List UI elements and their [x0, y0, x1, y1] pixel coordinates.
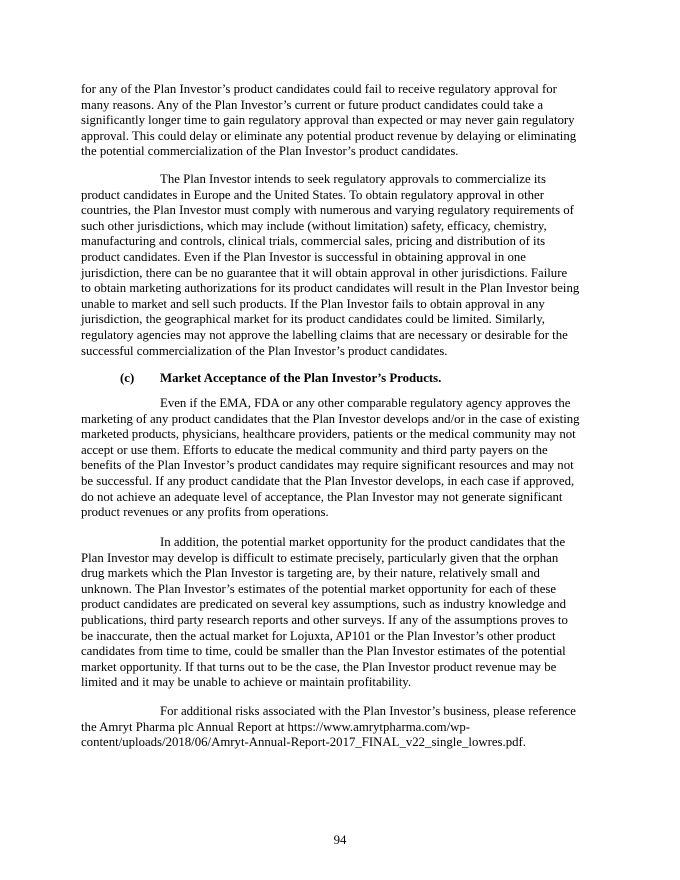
- text-line: Even if the EMA, FDA or any other comparable regulatory agency approves the: [160, 396, 571, 410]
- text-line: For additional risks associated with the Plan Investor’s business, please reference: [160, 704, 576, 718]
- text-line: for any of the Plan Investor’s product candidates could fail to receive regulatory approval for: [81, 82, 557, 96]
- text-line: unknown. The Plan Investor’s estimates of the potential market opportunity for each of these: [81, 581, 557, 596]
- text-line: manufacturing and controls, clinical trials, commercial sales, pricing and distribution of its: [81, 234, 546, 249]
- section-heading: [120, 370, 441, 386]
- text-line: countries, the Plan Investor must comply with numerous and varying regulatory requirements of: [81, 203, 574, 218]
- text-line: marketing of any product candidates that the Plan Investor develops and/or in the case of existing: [81, 411, 580, 426]
- text-line: successful commercialization of the Plan Investor’s product candidates.: [81, 343, 448, 358]
- text-line: In addition, the potential market opportunity for the product candidates that the: [160, 535, 566, 549]
- text-line: the potential commercialization of the Plan Investor’s product candidates.: [81, 144, 459, 159]
- text-line: drug markets which the Plan Investor is targeting are, by their nature, relatively small and: [81, 566, 540, 581]
- text-line: candidates from time to time, could be smaller than the Plan Investor estimates of the potential: [81, 644, 566, 659]
- text-line: product candidates. Even if the Plan Investor is successful in obtaining approval in one: [81, 249, 526, 264]
- text-line: The Plan Investor intends to seek regulatory approvals to commercialize its: [160, 172, 546, 186]
- text-line: limited and it may be unable to achieve or maintain profitability.: [81, 675, 412, 690]
- paragraph-2: [81, 172, 605, 359]
- text-line: many reasons. Any of the Plan Investor’s current or future product candidates could take a: [81, 97, 544, 112]
- text-line: market opportunity. If that turns out to be the case, the Plan Investor product revenue may be: [81, 659, 557, 674]
- text-line: benefits of the Plan Investor’s product candidates may require significant resources and may not: [81, 458, 574, 473]
- text-line: content/uploads/2018/06/Amryt-Annual-Report-2017_FINAL_v22_single_lowres.pdf.: [81, 735, 526, 750]
- text-line: such other jurisdictions, which may include (without limitation) safety, efficacy, chemistry,: [81, 218, 547, 233]
- section-title: Market Acceptance of the Plan Investor’s Products.: [160, 371, 442, 385]
- text-line: be inaccurate, then the actual market for Lojuxta, AP101 or the Plan Investor’s other product: [81, 628, 556, 643]
- text-line: approval. This could delay or eliminate any potential product revenue by delaying or eliminating: [81, 128, 577, 143]
- section-number: (c): [120, 371, 135, 385]
- text-line: accept or use them. Efforts to educate the medical community and third party payers on the: [81, 442, 548, 457]
- paragraph-4: [81, 535, 605, 691]
- text-line: be successful. If any product candidate that the Plan Investor develops, in each case if approved,: [81, 473, 575, 488]
- text-line: jurisdiction, the geographical market for its product candidates could be limited. Similarly,: [81, 312, 545, 327]
- page-number: 94: [333, 833, 347, 847]
- text-line: to obtain marketing authorizations for its product candidates will result in the Plan Investor being: [81, 281, 580, 296]
- text-line: product revenues or any profits from operations.: [81, 505, 329, 520]
- paragraph-3: [81, 396, 605, 521]
- text-line: jurisdiction, there can be no guarantee that it will obtain approval in other jurisdictions. Failure: [81, 265, 568, 280]
- text-line: unable to market and sell such products. If the Plan Investor fails to obtain approval in any: [81, 296, 545, 311]
- text-line: Plan Investor may develop is difficult to estimate precisely, particularly given that the orphan: [81, 550, 559, 565]
- text-line: do not achieve an adequate level of acceptance, the Plan Investor may not generate significant: [81, 489, 563, 504]
- text-line: significantly longer time to gain regulatory approval than expected or may never gain regulatory: [81, 113, 575, 128]
- text-line: product candidates are predicated on several key assumptions, such as industry knowledge and: [81, 597, 567, 612]
- text-line: marketed products, physicians, healthcare providers, patients or the medical community may not: [81, 427, 576, 442]
- paragraph-5: [81, 704, 605, 751]
- text-line: regulatory agencies may not approve the labelling claims that are necessary or desirable for the: [81, 327, 568, 342]
- paragraph-1: [81, 82, 605, 160]
- text-line: publications, third party research reports and other surveys. If any of the assumptions proves to: [81, 612, 568, 627]
- text-line: product candidates in Europe and the United States. To obtain regulatory approval in other: [81, 187, 544, 202]
- text-line: the Amryt Pharma plc Annual Report at https://www.amrytpharma.com/wp-: [81, 719, 471, 734]
